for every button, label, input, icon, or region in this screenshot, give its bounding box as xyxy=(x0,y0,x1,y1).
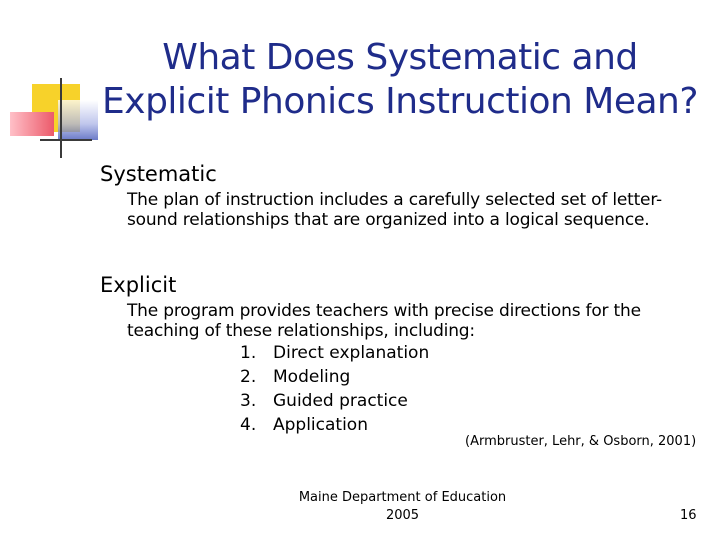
list-item-label: Application xyxy=(273,415,368,435)
citation: (Armbruster, Lehr, & Osborn, 2001) xyxy=(465,434,697,449)
explicit-heading: Explicit xyxy=(100,273,177,297)
explicit-text xyxy=(127,301,697,341)
slide-title xyxy=(100,36,700,124)
list-item xyxy=(240,341,429,365)
title-line-1: What Does Systematic and xyxy=(162,37,638,78)
list-item-number: 3. xyxy=(240,391,257,411)
decorative-red-block xyxy=(10,112,54,136)
list-item-number: 2. xyxy=(240,367,257,387)
title-line-2: Explicit Phonics Instruction Mean? xyxy=(102,81,698,122)
systematic-text-line-2: sound relationships that are organized into a logical sequence. xyxy=(127,210,650,230)
page-number: 16 xyxy=(680,508,697,523)
list-item xyxy=(240,413,429,437)
steps-list xyxy=(240,341,429,437)
footer-line-1: Maine Department of Education xyxy=(298,490,507,505)
explicit-text-line-2: teaching of these relationships, including: xyxy=(127,321,475,341)
systematic-text-line-1: The plan of instruction includes a carefully selected set of letter- xyxy=(127,190,662,210)
decorative-blue-block xyxy=(58,100,98,140)
footer xyxy=(295,489,510,525)
decorative-vertical-line xyxy=(60,78,62,158)
list-item xyxy=(240,365,429,389)
list-item-number: 1. xyxy=(240,343,257,363)
list-item-label: Guided practice xyxy=(273,391,408,411)
systematic-heading: Systematic xyxy=(100,162,217,186)
systematic-text xyxy=(127,190,697,230)
list-item-number: 4. xyxy=(240,415,257,435)
list-item xyxy=(240,389,429,413)
footer-line-2: 2005 xyxy=(385,508,420,523)
explicit-text-line-1: The program provides teachers with precise directions for the xyxy=(127,301,641,321)
decorative-horizontal-line xyxy=(40,139,92,141)
list-item-label: Direct explanation xyxy=(273,343,430,363)
list-item-label: Modeling xyxy=(273,367,351,387)
